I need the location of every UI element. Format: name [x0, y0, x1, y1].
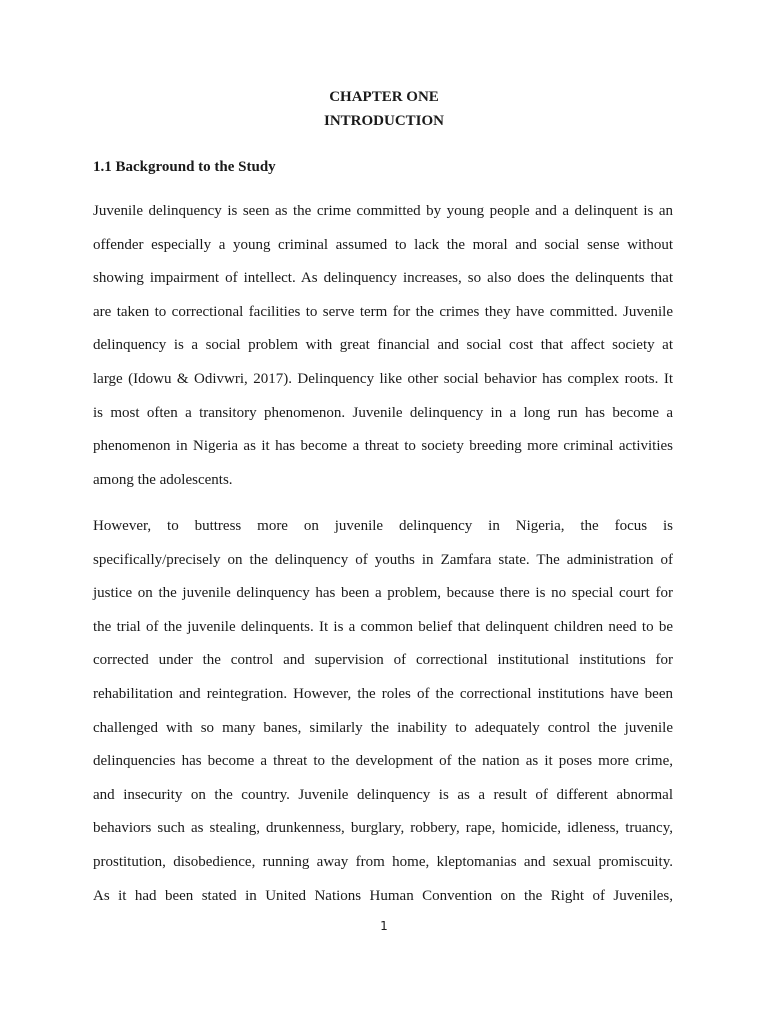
text-line: rehabilitation and reintegration. However, the roles of the correctional institutions have been [93, 685, 673, 702]
paragraph-2 [93, 510, 673, 913]
text-line: among the adolescents. [93, 471, 233, 488]
text-line: delinquency is a social problem with great financial and social cost that affect society at [93, 337, 673, 354]
text-line: delinquencies has become a threat to the development of the nation as it poses more crime, [93, 753, 673, 770]
section-heading: 1.1 Background to the Study [93, 159, 276, 175]
text-line: behaviors such as stealing, drunkenness, burglary, robbery, rape, homicide, idleness, truancy, [93, 820, 673, 837]
text-line: offender especially a young criminal assumed to lack the moral and social sense without [93, 236, 673, 253]
text-line: specifically/precisely on the delinquency of youths in Zamfara state. The administration of [93, 551, 673, 568]
text-line: However, to buttress more on juvenile delinquency in Nigeria, the focus is [93, 518, 673, 534]
page-number: 1 [380, 919, 388, 933]
text-line: the trial of the juvenile delinquents. It is a common belief that delinquent children need to be [93, 618, 673, 635]
text-line: are taken to correctional facilities to serve term for the crimes they have committed. Juvenile [93, 303, 673, 320]
text-line: large (Idowu & Odivwri, 2017). Delinquency like other social behavior has complex roots. It [93, 370, 673, 387]
chapter-title: INTRODUCTION [323, 113, 444, 129]
chapter-label: CHAPTER ONE [329, 89, 439, 105]
text-line: prostitution, disobedience, running away from home, kleptomanias and sexual promiscuity. [93, 853, 673, 870]
text-line: challenged with so many banes, similarly the inability to adequately control the juvenile [93, 719, 673, 736]
text-line: and insecurity on the country. Juvenile delinquency is as a result of different abnormal [93, 786, 673, 803]
text-line: As it had been stated in United Nations Human Convention on the Right of Juveniles, [93, 887, 673, 904]
paragraph-1 [93, 195, 673, 497]
text-line: corrected under the control and supervision of correctional institutional institutions for [93, 652, 673, 669]
text-line: phenomenon in Nigeria as it has become a threat to society breeding more criminal activities [93, 438, 673, 455]
text-line: showing impairment of intellect. As delinquency increases, so also does the delinquents that [93, 270, 673, 287]
text-line: Juvenile delinquency is seen as the crime committed by young people and a delinquent is an [93, 203, 673, 219]
text-line: is most often a transitory phenomenon. Juvenile delinquency in a long run has become a [93, 404, 673, 421]
text-line: justice on the juvenile delinquency has been a problem, because there is no special court for [93, 585, 673, 602]
